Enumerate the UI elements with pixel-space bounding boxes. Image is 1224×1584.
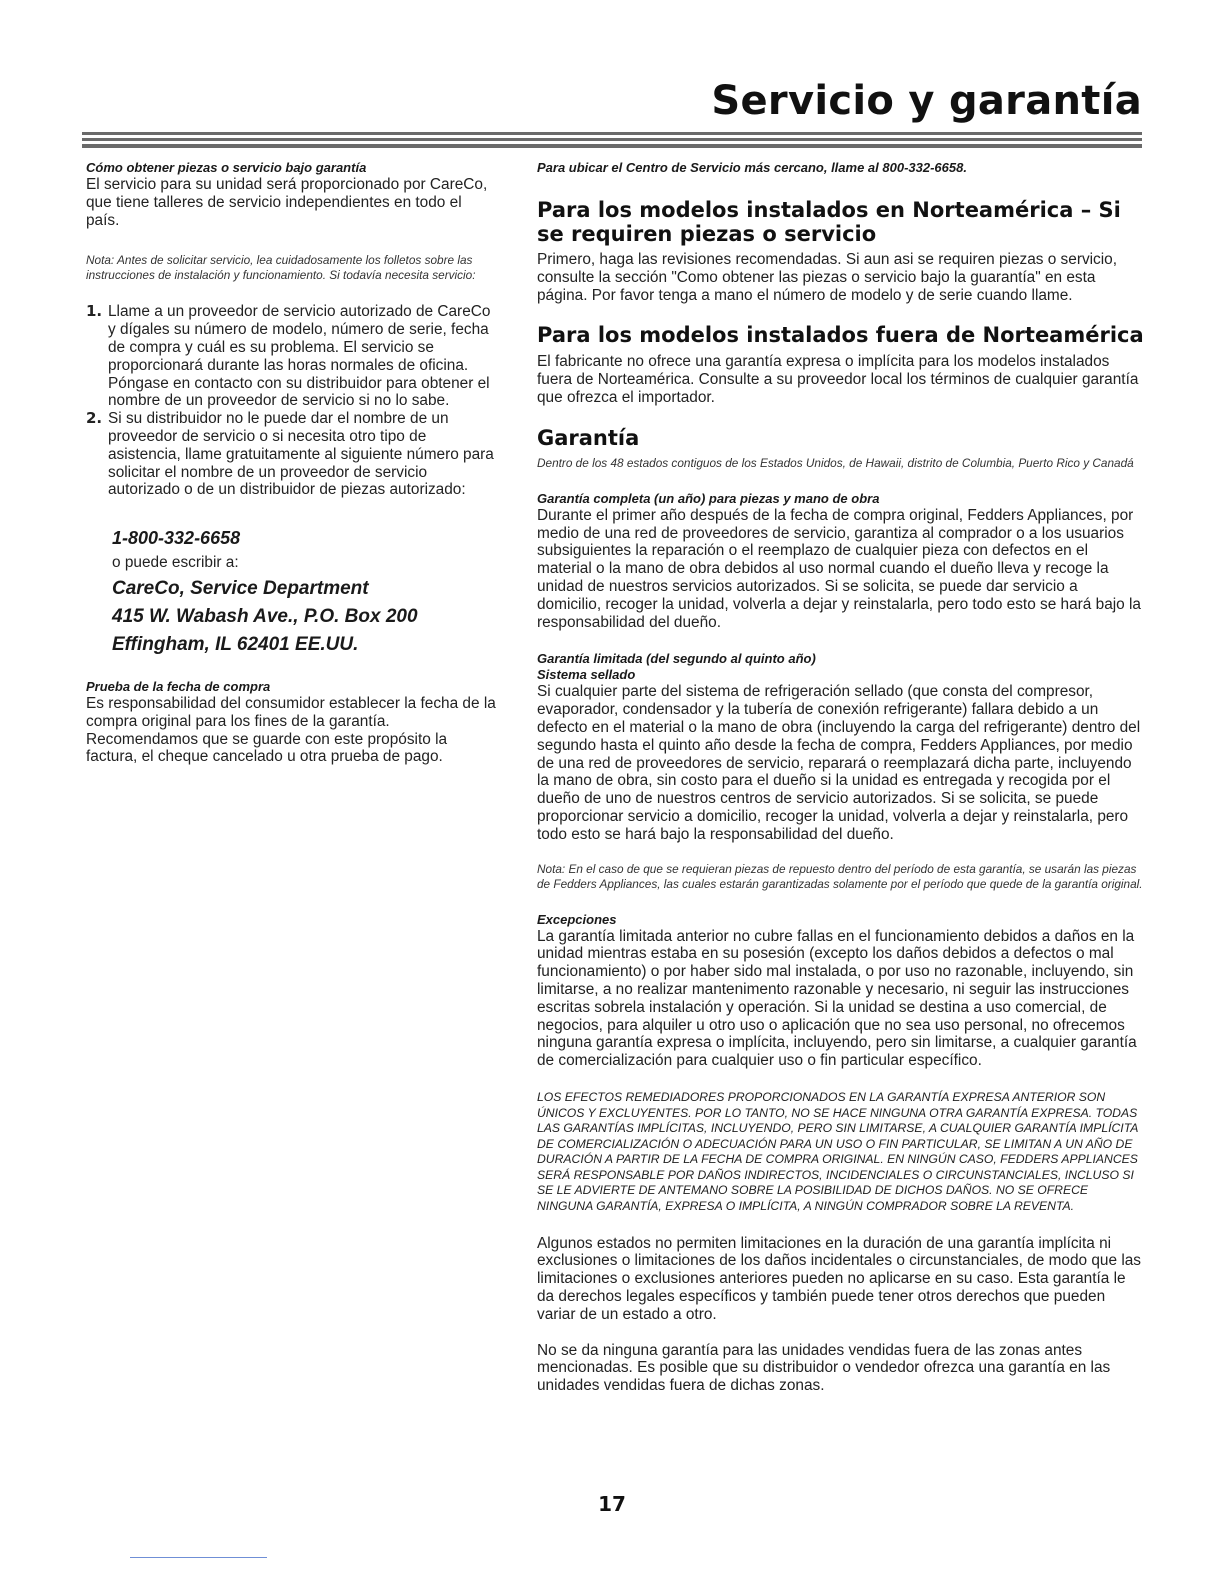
warranty-service-note: Nota: Antes de solicitar servicio, lea cuidadosamente los folletos sobre las instrucciones de instalación y funcionamiento. Si todavía necesita servicio: <box>86 253 476 283</box>
footer-rule <box>130 1557 267 1558</box>
state-rights-body: Algunos estados no permiten limitaciones en la duración de una garantía implícita ni exclusiones o limitaciones de los daños incidentales o circunstanciales, de modo que las limitaciones o exclusiones anteriores pueden no aplicarse en su caso. Esta garantía le da derechos legales específicos y también puede tener otros derechos que pueden variar de un estado a otro. <box>537 1234 1141 1323</box>
address-line-3: Effingham, IL 62401 EE.UU. <box>112 633 359 655</box>
or-write-text: o puede escribir a: <box>112 554 239 572</box>
full-warranty-body: Durante el primer año después de la fecha de compra original, Fedders Appliances, por medio de una red de proveedores de servicio, garantiza al comprador o a los usuarios subsiguientes la reparación o el reemplazo de cualquier pieza con defectos en el material o la mano de obra debidos al uso normal cuando el dueño lleva y recoge la unidad de nuestros servicios autorizados. Si se solicita, se puede dar servicio a domicilio, recoger la unidad, volverla a dejar y reinstalarla, pero todo esto se hará bajo la responsabilidad del dueño. <box>537 506 1141 631</box>
warranty-heading: Garantía <box>537 425 640 450</box>
limited-warranty-body: Si cualquier parte del sistema de refrigeración sellado (que consta del compresor, evaporador, condensador y la tubería de conexión refrigerante) fallara debido a un defecto en el material o la mano de obra (incluyendo la carga del refrigerante) dentro del segundo hasta el quinto año desde la fecha de compra, Fedders Appliances, por medio de una red de proveedores de servicio, reparará o reemplazará dicha parte, incluyendo la mano de obra, sin costo para el dueño si la unidad es entregada y recogida por el dueño de uno de nuestros centros de servicio autorizados. Si se solicita, se puede proporcionar servicio a domicilio, recoger la unidad, volverla a dejar y reinstalarla, pero todo esto se hará bajo la responsabilidad del dueño. <box>537 683 1141 843</box>
step-item <box>86 410 496 499</box>
step-number: 2. <box>86 409 103 428</box>
phone-number: 1-800-332-6658 <box>112 528 241 549</box>
exceptions-heading: Excepciones <box>537 911 617 927</box>
address-line-1: CareCo, Service Department <box>112 577 369 599</box>
proof-of-purchase-section <box>86 679 496 766</box>
exceptions-body: La garantía limitada anterior no cubre fallas en el funcionamiento debidos a daños en la unidad mientras estaba en su posesión (excepto los daños debidos a defectos o mal funcionamiento) o por haber sido mal instalada, o por uso no razonable, incluyendo, sin limitarse, a no realizar mantenimento razonable y necesario, ni seguir las instrucciones escritas sobrela instalación y operación. Si la unidad se destina a uso comercial, de negocios, para alquiler u otro uso o aplicación que no sea uso personal, no ofrecemos ninguna garantía expresa o implícita, incluyendo, pero sin limitarse, a cualquier garantía de comercialización para cualquier uso o fin particular específico. <box>537 927 1137 1070</box>
sealed-system-heading: Sistema sellado <box>537 667 636 683</box>
page-title: Servicio y garantía <box>711 78 1142 124</box>
address-line-2: 415 W. Wabash Ave., P.O. Box 200 <box>112 605 418 627</box>
warranty-service-heading: Cómo obtener piezas o servicio bajo garantía <box>86 160 367 175</box>
limited-warranty-heading: Garantía limitada (del segundo al quinto año) <box>537 651 816 667</box>
north-america-heading: Para los modelos instalados en Norteamérica – Si se requiren piezas o servicio <box>537 198 1121 246</box>
remedies-disclaimer: LOS EFECTOS REMEDIADORES PROPORCIONADOS EN LA GARANTÍA EXPRESA ANTERIOR SON ÚNICOS Y EXCLUYENTES. POR LO TANTO, NO SE HACE NINGUNA OTRA GARANTÍA EXPRESA. TODAS LAS GARANTÍAS IMPLÍCITAS, INCLUYENDO, PERO SIN LIMITARSE, A CUALQUIER GARANTÍA IMPLÍCITA DE COMERCIALIZACIÓN O ADECUACIÓN PARA UN USO O FIN PARTICULAR, SE LIMITAN A UN AÑO DE DURACIÓN A PARTIR DE LA FECHA DE COMPRA ORIGINAL. EN NINGÚN CASO, FEDDERS APPLIANCES SERÁ RESPONSABLE POR DAÑOS INDIRECTOS, INCIDENCIALES O CIRCUNSTANCIALES, INCLUSO SI SE LE ADVIERTE DE ANTEMANO SOBRE LA POSIBILIDAD DE DICHOS DAÑOS. NO SE OFRECE NINGUNA GARANTÍA, EXPRESA O IMPLÍCITA, A NINGÚN COMPRADOR SOBRE LA REVENTA. <box>537 1089 1138 1214</box>
north-america-section <box>537 198 1145 304</box>
warranty-section <box>537 426 1145 1395</box>
step-number: 1. <box>86 302 103 321</box>
step-text: Si su distribuidor no le puede dar el nombre de un proveedor de servicio o si necesita otro tipo de asistencia, llame gratuitamente al siguiente número para solicitar el nombre de un proveedor de servicio autorizado o de un distribuidor de piezas autorizado: <box>108 410 494 499</box>
warranty-scope-note: Dentro de los 48 estados contiguos de los Estados Unidos, de Hawaii, distrito de Columbia, Puerto Rico y Canadá <box>537 455 1134 470</box>
full-warranty-heading: Garantía completa (un año) para piezas y mano de obra <box>537 490 880 506</box>
outside-zones-body: No se da ninguna garantía para las unidades vendidas fuera de las zonas antes mencionadas. Es posible que su distribuidor o vendedor ofrezca una garantía en las unidades vendidas fuera de dichas zonas. <box>537 1341 1111 1395</box>
warranty-service-body: El servicio para su unidad será proporcionado por CareCo, que tiene talleres de servicio independientes en todo el país. <box>86 176 488 229</box>
service-steps <box>86 303 496 499</box>
header-rule-1 <box>82 132 1142 135</box>
left-column <box>86 160 496 766</box>
outside-na-body: El fabricante no ofrece una garantía expresa o implícita para los modelos instalados fuera de Norteamérica. Consulte a su proveedor local los términos de cualquier garantía que ofrezca el importador. <box>537 353 1139 406</box>
page-number: 17 <box>598 1492 626 1516</box>
header-rules <box>82 132 1142 148</box>
step-item <box>86 303 496 410</box>
warranty-service-section <box>86 160 496 283</box>
proof-body: Es responsabilidad del consumidor establecer la fecha de la compra original para los fines de la garantía. Recomendamos que se guarde con este propósito la factura, el cheque cancelado u otra prueba de pago. <box>86 694 496 766</box>
proof-heading: Prueba de la fecha de compra <box>86 678 271 694</box>
header-rule-3 <box>82 144 1142 148</box>
header-rule-2 <box>82 138 1142 141</box>
outside-na-heading: Para los modelos instalados fuera de Norteamérica <box>537 323 1144 348</box>
outside-na-section <box>537 323 1145 406</box>
service-center-locator: Para ubicar el Centro de Servicio más cercano, llame al 800-332-6658. <box>537 160 967 175</box>
right-column <box>537 160 1145 1395</box>
contact-block <box>86 527 496 659</box>
replacement-parts-note: Nota: En el caso de que se requieran piezas de repuesto dentro del período de esta garantía, se usarán las piezas de Fedders Appliances, las cuales estarán garantizadas solamente por el período que quede de la garantía original. <box>537 861 1143 891</box>
north-america-body: Primero, haga las revisiones recomendadas. Si aun asi se requiren piezas o servicio, consulte la sección "Como obtener las piezas o servicio bajo la guarantía" en esta página. Por favor tenga a mano el número de modelo y de serie cuando llame. <box>537 251 1118 304</box>
step-text: Llame a un proveedor de servicio autorizado de CareCo y dígales su número de modelo, número de serie, fecha de compra y cuál es su problema. El servicio se proporcionará durante las horas normales de oficina. Póngase en contacto con su distribuidor para obtener el nombre de un proveedor de servicio si no lo sabe. <box>108 303 491 410</box>
